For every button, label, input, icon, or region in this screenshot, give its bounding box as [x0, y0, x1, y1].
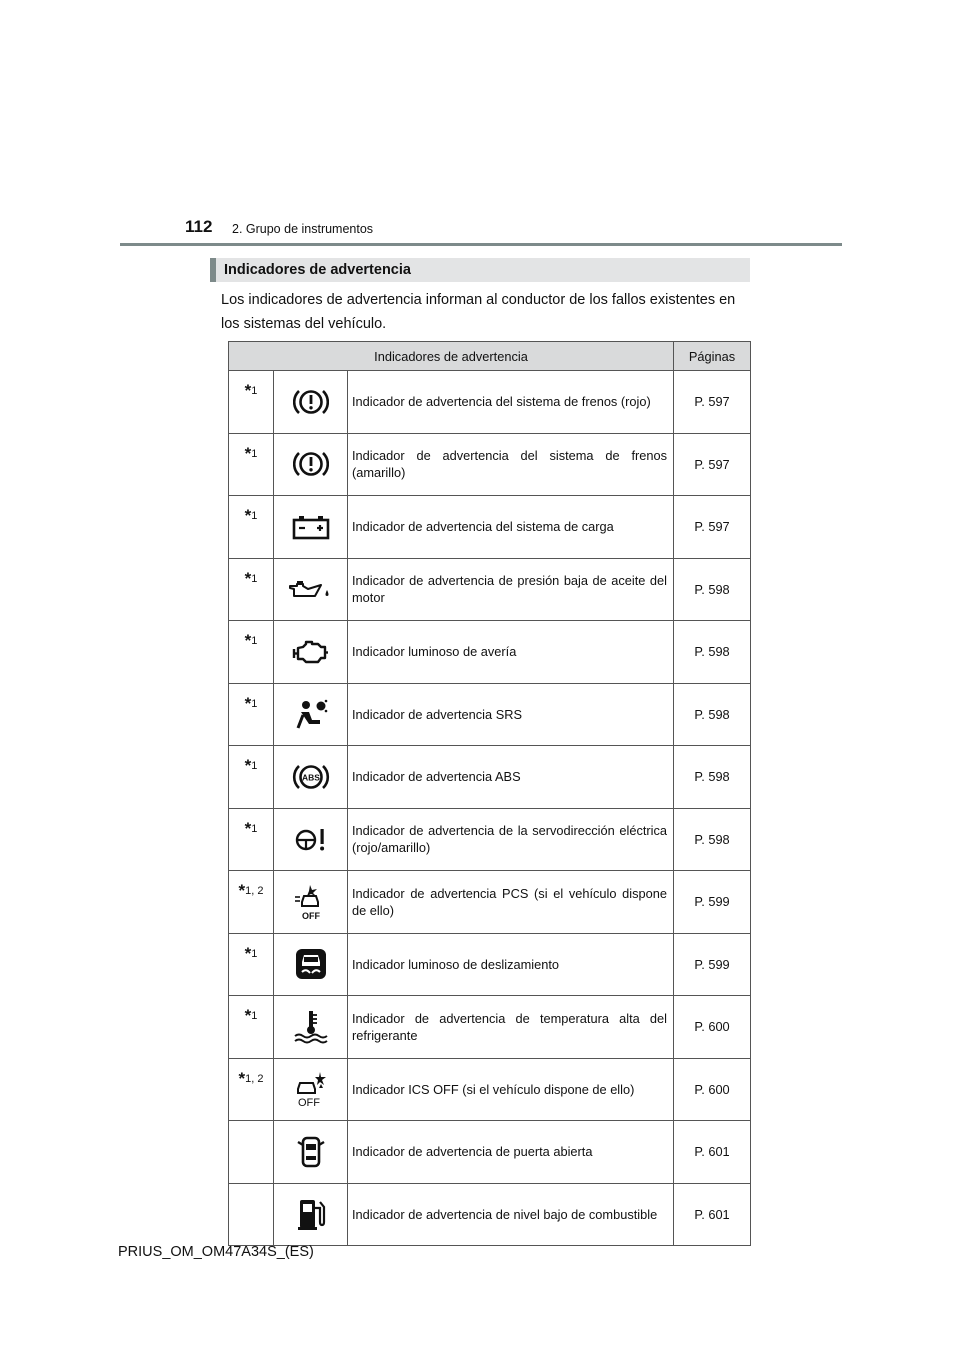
indicator-description: Indicador de advertencia de presión baja de aceite del motor [348, 558, 674, 621]
power-steering-icon [293, 824, 329, 854]
table-row [229, 683, 751, 746]
indicator-description: Indicador ICS OFF (si el vehículo dispone de ello) [348, 1058, 674, 1121]
table-row [229, 1058, 751, 1121]
table-row [229, 871, 751, 934]
table-row [229, 996, 751, 1059]
footnote-marker: *1, 2 [229, 1058, 274, 1121]
slip-indicator-icon [293, 946, 329, 982]
table-row [229, 371, 751, 434]
footnote-marker [229, 1183, 274, 1246]
warning-indicators-table [228, 341, 751, 1246]
indicator-description: Indicador de advertencia de nivel bajo de combustible [348, 1183, 674, 1246]
page-reference: P. 597 [674, 496, 751, 559]
pcs-off-icon [293, 882, 329, 922]
table-row [229, 496, 751, 559]
indicator-description: Indicador de advertencia PCS (si el vehículo dispone de ello) [348, 871, 674, 934]
footnote-marker: *1 [229, 746, 274, 809]
page-reference: P. 598 [674, 558, 751, 621]
table-row [229, 808, 751, 871]
page-reference: P. 600 [674, 1058, 751, 1121]
document-code: PRIUS_OM_OM47A34S_(ES) [118, 1244, 314, 1260]
footnote-marker: *1 [229, 433, 274, 496]
ics-off-icon [291, 1069, 331, 1109]
page-reference: P. 601 [674, 1183, 751, 1246]
indicator-description: Indicador luminoso de avería [348, 621, 674, 684]
brake-warning-icon [293, 449, 329, 479]
indicator-description: Indicador luminoso de deslizamiento [348, 933, 674, 996]
chapter-title: 2. Grupo de instrumentos [232, 222, 374, 236]
page-reference: P. 599 [674, 871, 751, 934]
table-row [229, 621, 751, 684]
page-reference: P. 598 [674, 808, 751, 871]
footnote-marker: *1 [229, 371, 274, 434]
page-reference: P. 597 [674, 433, 751, 496]
brake-warning-icon [293, 387, 329, 417]
table-row [229, 1183, 751, 1246]
footnote-marker: *1 [229, 496, 274, 559]
column-header-indicators: Indicadores de advertencia [229, 342, 674, 371]
indicator-description: Indicador de advertencia del sistema de carga [348, 496, 674, 559]
page-reference: P. 599 [674, 933, 751, 996]
abs-icon [291, 762, 331, 792]
airbag-srs-icon [293, 697, 329, 731]
page-reference: P. 597 [674, 371, 751, 434]
table-row [229, 1121, 751, 1184]
indicator-description: Indicador de advertencia de puerta abierta [348, 1121, 674, 1184]
header-rule [120, 243, 842, 246]
page-reference: P. 601 [674, 1121, 751, 1184]
check-engine-icon [291, 637, 331, 667]
table-row [229, 558, 751, 621]
footnote-marker [229, 1121, 274, 1184]
page-reference: P. 598 [674, 746, 751, 809]
table-row [229, 433, 751, 496]
page-reference: P. 598 [674, 621, 751, 684]
intro-paragraph: Los indicadores de advertencia informan al conductor de los fallos existentes en los sistemas del vehículo. [221, 292, 736, 332]
indicator-description: Indicador de advertencia del sistema de frenos (rojo) [348, 371, 674, 434]
svg-text:OFF: OFF [297, 1097, 320, 1110]
footnote-marker: *1 [229, 808, 274, 871]
indicator-description: Indicador de advertencia ABS [348, 746, 674, 809]
coolant-temp-icon [292, 1008, 330, 1046]
page-reference: P. 600 [674, 996, 751, 1059]
footnote-marker: *1 [229, 683, 274, 746]
footnote-marker: *1 [229, 996, 274, 1059]
footnote-marker: *1, 2 [229, 871, 274, 934]
footnote-marker: *1 [229, 621, 274, 684]
page-number: 112 [185, 217, 213, 236]
footnote-marker: *1 [229, 558, 274, 621]
svg-text:OFF: OFF [301, 910, 320, 921]
footnote-marker: *1 [229, 933, 274, 996]
section-heading [210, 258, 750, 282]
table-row [229, 746, 751, 809]
indicator-description: Indicador de advertencia de temperatura alta del refrigerante [348, 996, 674, 1059]
column-header-pages: Páginas [674, 342, 751, 371]
indicator-description: Indicador de advertencia del sistema de frenos (amarillo) [348, 433, 674, 496]
section-title: Indicadores de advertencia [224, 262, 411, 278]
battery-icon [291, 513, 331, 541]
oil-pressure-icon [288, 576, 334, 602]
svg-text:ABS: ABS [301, 772, 320, 783]
indicator-description: Indicador de advertencia SRS [348, 683, 674, 746]
low-fuel-icon [295, 1196, 327, 1232]
door-open-icon [296, 1134, 326, 1170]
indicator-description: Indicador de advertencia de la servodirección eléctrica (rojo/amarillo) [348, 808, 674, 871]
table-row [229, 933, 751, 996]
page-reference: P. 598 [674, 683, 751, 746]
table-header-row [229, 342, 751, 371]
